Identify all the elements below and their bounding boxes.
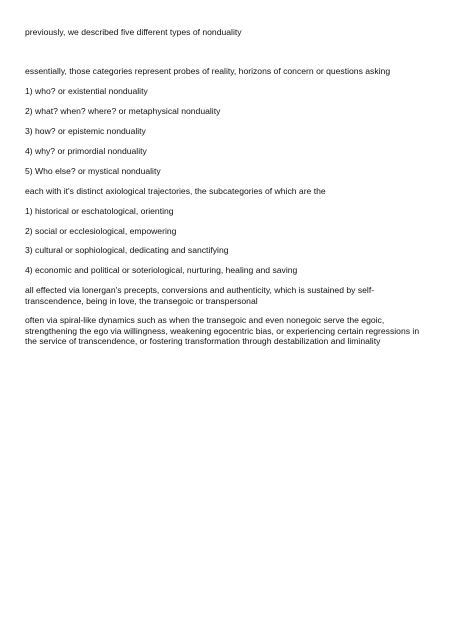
list-item-existential: 1) who? or existential nonduality	[25, 86, 148, 96]
paragraph-trajectories: each with it's distinct axiological trajectories, the subcategories of which are the	[25, 186, 326, 196]
paragraph-intro: previously, we described five different types of nonduality	[25, 27, 242, 37]
list-item-epistemic: 3) how? or epistemic nonduality	[25, 126, 146, 136]
paragraph-lonergan: all effected via lonergan's precepts, conversions and authenticity, which is sustained by self-transcendence, being in love, the transegoic or transpersonal	[25, 285, 375, 306]
list-item-metaphysical: 2) what? when? where? or metaphysical nonduality	[25, 106, 221, 116]
list-item-social: 2) social or ecclesiological, empowering	[25, 226, 177, 236]
paragraph-categories: essentially, those categories represent probes of reality, horizons of concern or questions asking	[25, 66, 391, 76]
list-item-cultural: 3) cultural or sophiological, dedicating and sanctifying	[25, 245, 229, 255]
list-item-historical: 1) historical or eschatological, orienting	[25, 206, 174, 216]
list-item-economic: 4) economic and political or soteriological, nurturing, healing and saving	[25, 265, 298, 275]
list-item-primordial: 4) why? or primordial nonduality	[25, 146, 147, 156]
paragraph-spiral-dynamics: often via spiral-like dynamics such as when the transegoic and even nonegoic serve the egoic, strengthening the ego via willingness, weakening egocentric bias, or experiencing certain regressions in the service of transcendence, or fostering transformation through destabilization and liminality	[25, 315, 420, 346]
list-item-mystical: 5) Who else? or mystical nonduality	[25, 166, 161, 176]
